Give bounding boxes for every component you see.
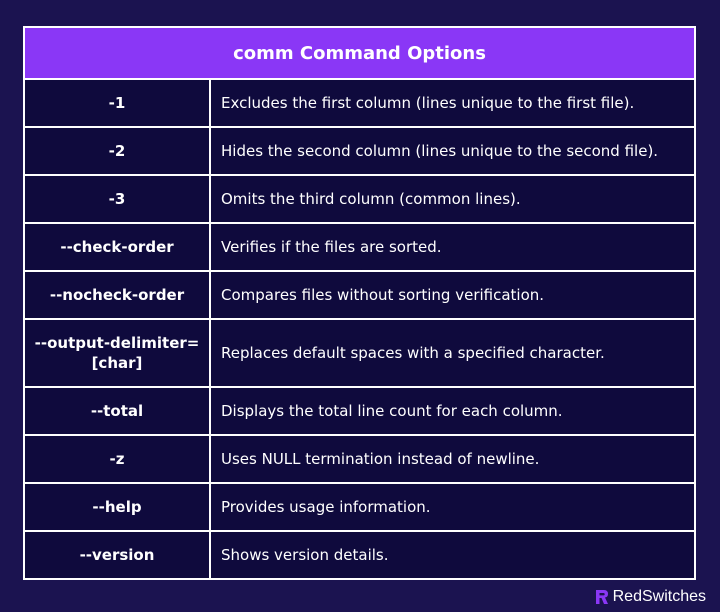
table-row xyxy=(25,80,694,128)
description-cell: Replaces default spaces with a specified character. xyxy=(221,344,605,362)
option-cell: --check-order xyxy=(25,224,211,270)
option-cell: -z xyxy=(25,436,211,482)
table-row xyxy=(25,436,694,484)
description-cell: Verifies if the files are sorted. xyxy=(221,238,442,256)
description-cell: Uses NULL termination instead of newline. xyxy=(221,450,540,468)
table-row xyxy=(25,128,694,176)
description-cell: Excludes the first column (lines unique to the first file). xyxy=(221,94,635,112)
option-cell: --output-delimiter= [char] xyxy=(25,320,211,386)
brand-name: RedSwitches xyxy=(612,588,706,605)
option-cell: --total xyxy=(25,388,211,434)
table-row xyxy=(25,532,694,578)
option-cell: -3 xyxy=(25,176,211,222)
description-cell: Shows version details. xyxy=(221,546,389,564)
option-cell: -2 xyxy=(25,128,211,174)
table-row xyxy=(25,176,694,224)
option-cell: --nocheck-order xyxy=(25,272,211,318)
description-cell: Provides usage information. xyxy=(221,498,431,516)
option-cell: --help xyxy=(25,484,211,530)
table-row xyxy=(25,224,694,272)
description-cell: Omits the third column (common lines). xyxy=(221,190,521,208)
description-cell: Displays the total line count for each column. xyxy=(221,402,563,420)
table-title: comm Command Options xyxy=(25,28,694,80)
description-cell: Hides the second column (lines unique to the second file). xyxy=(221,142,659,160)
option-cell: --version xyxy=(25,532,211,578)
redswitches-logo-icon xyxy=(595,589,609,605)
option-cell: -1 xyxy=(25,80,211,126)
table-row xyxy=(25,388,694,436)
description-cell: Compares files without sorting verification. xyxy=(221,286,545,304)
table-row xyxy=(25,272,694,320)
table-row xyxy=(25,320,694,388)
table-row xyxy=(25,484,694,532)
comm-options-table xyxy=(23,26,696,580)
brand-logo xyxy=(595,588,706,606)
